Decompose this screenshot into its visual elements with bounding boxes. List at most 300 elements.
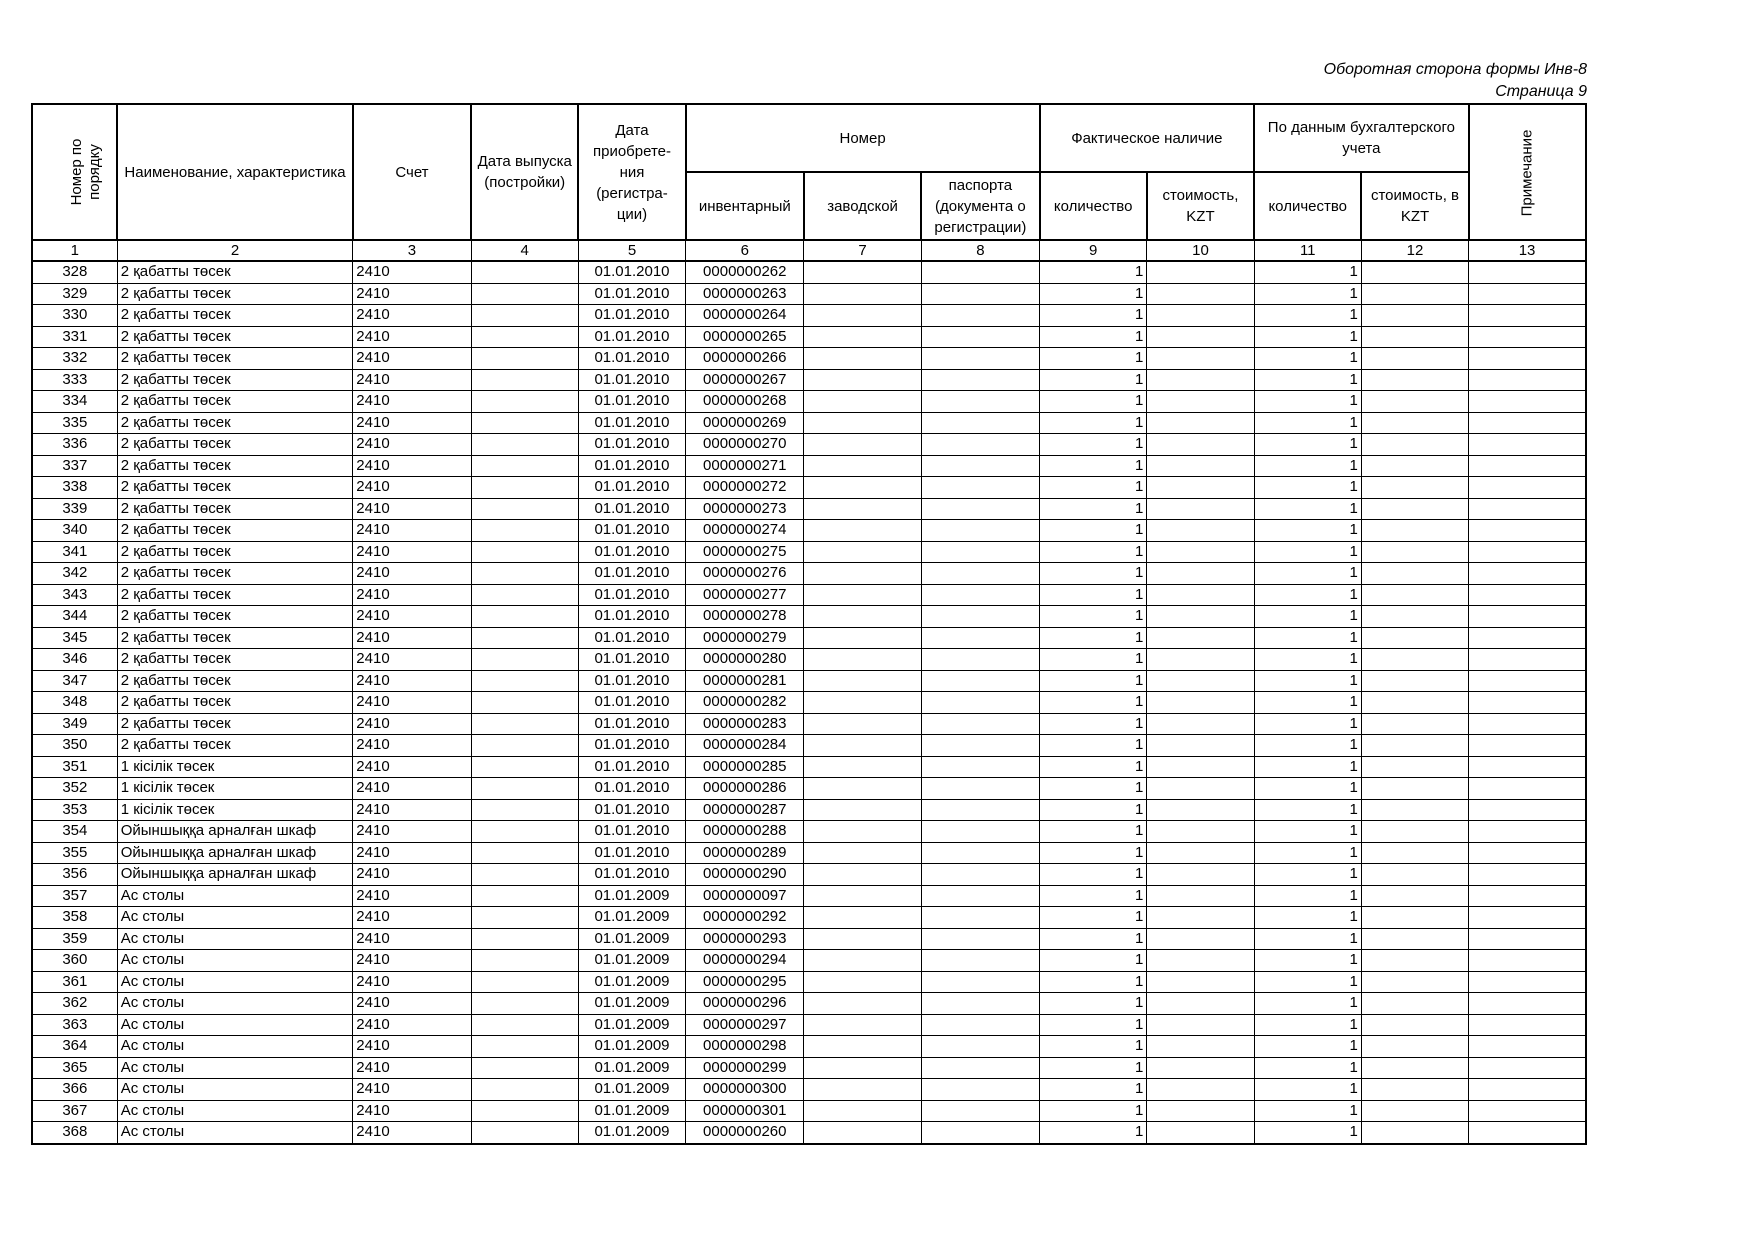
note xyxy=(1469,950,1586,972)
book-cost xyxy=(1361,412,1468,434)
passport-number xyxy=(921,283,1039,305)
row-number: 349 xyxy=(32,713,117,735)
column-number: 9 xyxy=(1040,240,1147,261)
table-row xyxy=(32,1122,1586,1144)
note xyxy=(1469,821,1586,843)
inventory-number: 0000000277 xyxy=(686,584,804,606)
actual-quantity: 1 xyxy=(1040,391,1147,413)
table-row xyxy=(32,1079,1586,1101)
row-number: 339 xyxy=(32,498,117,520)
account: 2410 xyxy=(353,261,471,283)
factory-number xyxy=(804,692,921,714)
actual-cost xyxy=(1147,842,1254,864)
book-cost xyxy=(1361,261,1468,283)
book-quantity: 1 xyxy=(1254,842,1361,864)
passport-number xyxy=(921,498,1039,520)
actual-quantity: 1 xyxy=(1040,434,1147,456)
row-number: 333 xyxy=(32,369,117,391)
table-row xyxy=(32,563,1586,585)
acquisition-date: 01.01.2010 xyxy=(578,391,685,413)
passport-number xyxy=(921,735,1039,757)
row-number: 342 xyxy=(32,563,117,585)
factory-number xyxy=(804,434,921,456)
acquisition-date: 01.01.2009 xyxy=(578,1079,685,1101)
actual-quantity: 1 xyxy=(1040,864,1147,886)
book-quantity: 1 xyxy=(1254,1036,1361,1058)
passport-number xyxy=(921,670,1039,692)
item-name: 1 кісілік төсек xyxy=(117,799,353,821)
note xyxy=(1469,369,1586,391)
item-name: 2 қабатты төсек xyxy=(117,261,353,283)
note xyxy=(1469,477,1586,499)
factory-number xyxy=(804,950,921,972)
row-number: 330 xyxy=(32,305,117,327)
book-cost xyxy=(1361,498,1468,520)
factory-number xyxy=(804,885,921,907)
table-row xyxy=(32,541,1586,563)
book-cost xyxy=(1361,1057,1468,1079)
factory-number xyxy=(804,584,921,606)
inventory-number: 0000000294 xyxy=(686,950,804,972)
row-number: 366 xyxy=(32,1079,117,1101)
book-cost xyxy=(1361,305,1468,327)
factory-number xyxy=(804,412,921,434)
book-quantity: 1 xyxy=(1254,1014,1361,1036)
note xyxy=(1469,348,1586,370)
factory-number xyxy=(804,391,921,413)
note xyxy=(1469,928,1586,950)
page-note: Страница 9 xyxy=(1495,83,1587,100)
inventory-number: 0000000298 xyxy=(686,1036,804,1058)
book-cost xyxy=(1361,670,1468,692)
actual-quantity: 1 xyxy=(1040,348,1147,370)
passport-number xyxy=(921,1014,1039,1036)
row-number: 353 xyxy=(32,799,117,821)
release-date xyxy=(471,369,578,391)
acquisition-date: 01.01.2010 xyxy=(578,412,685,434)
release-date xyxy=(471,885,578,907)
column-number: 6 xyxy=(686,240,804,261)
actual-quantity: 1 xyxy=(1040,713,1147,735)
actual-quantity: 1 xyxy=(1040,1057,1147,1079)
col-header-inventory: инвентарный xyxy=(686,172,804,240)
book-quantity: 1 xyxy=(1254,735,1361,757)
release-date xyxy=(471,434,578,456)
acquisition-date: 01.01.2010 xyxy=(578,842,685,864)
row-number: 356 xyxy=(32,864,117,886)
col-header-actual-cost: стоимость, KZT xyxy=(1147,172,1254,240)
col-header-passport: паспорта (документа о регистрации) xyxy=(921,172,1039,240)
table-row xyxy=(32,907,1586,929)
row-number: 343 xyxy=(32,584,117,606)
release-date xyxy=(471,864,578,886)
actual-cost xyxy=(1147,584,1254,606)
book-cost xyxy=(1361,778,1468,800)
release-date xyxy=(471,627,578,649)
account: 2410 xyxy=(353,799,471,821)
row-number: 363 xyxy=(32,1014,117,1036)
item-name: Ас столы xyxy=(117,971,353,993)
account: 2410 xyxy=(353,455,471,477)
account: 2410 xyxy=(353,864,471,886)
table-row xyxy=(32,1057,1586,1079)
account: 2410 xyxy=(353,627,471,649)
column-number: 5 xyxy=(578,240,685,261)
factory-number xyxy=(804,627,921,649)
book-quantity: 1 xyxy=(1254,649,1361,671)
col-header-book-group: По данным бухгалтерского учета xyxy=(1254,104,1469,172)
table-row xyxy=(32,498,1586,520)
account: 2410 xyxy=(353,305,471,327)
factory-number xyxy=(804,928,921,950)
book-quantity: 1 xyxy=(1254,1122,1361,1144)
row-number: 348 xyxy=(32,692,117,714)
book-cost xyxy=(1361,563,1468,585)
book-quantity: 1 xyxy=(1254,799,1361,821)
row-number: 361 xyxy=(32,971,117,993)
release-date xyxy=(471,821,578,843)
book-cost xyxy=(1361,326,1468,348)
account: 2410 xyxy=(353,606,471,628)
actual-cost xyxy=(1147,971,1254,993)
account: 2410 xyxy=(353,670,471,692)
passport-number xyxy=(921,799,1039,821)
passport-number xyxy=(921,864,1039,886)
note xyxy=(1469,907,1586,929)
actual-cost xyxy=(1147,1036,1254,1058)
account: 2410 xyxy=(353,369,471,391)
item-name: 2 қабатты төсек xyxy=(117,692,353,714)
book-quantity: 1 xyxy=(1254,455,1361,477)
note xyxy=(1469,412,1586,434)
row-number: 329 xyxy=(32,283,117,305)
note xyxy=(1469,649,1586,671)
factory-number xyxy=(804,1100,921,1122)
row-number: 355 xyxy=(32,842,117,864)
table-row xyxy=(32,326,1586,348)
passport-number xyxy=(921,391,1039,413)
account: 2410 xyxy=(353,1122,471,1144)
inventory-number: 0000000263 xyxy=(686,283,804,305)
item-name: 1 кісілік төсек xyxy=(117,756,353,778)
release-date xyxy=(471,1122,578,1144)
book-cost xyxy=(1361,391,1468,413)
acquisition-date: 01.01.2010 xyxy=(578,713,685,735)
item-name: Ас столы xyxy=(117,928,353,950)
actual-cost xyxy=(1147,799,1254,821)
col-header-num: Номер по порядку xyxy=(32,104,117,240)
actual-quantity: 1 xyxy=(1040,971,1147,993)
release-date xyxy=(471,520,578,542)
note xyxy=(1469,971,1586,993)
item-name: Ойыншыққа арналған шкаф xyxy=(117,821,353,843)
actual-cost xyxy=(1147,1079,1254,1101)
acquisition-date: 01.01.2010 xyxy=(578,498,685,520)
actual-cost xyxy=(1147,369,1254,391)
book-cost xyxy=(1361,348,1468,370)
actual-cost xyxy=(1147,261,1254,283)
account: 2410 xyxy=(353,1100,471,1122)
col-header-name: Наименование, характеристика xyxy=(117,104,353,240)
factory-number xyxy=(804,369,921,391)
note xyxy=(1469,713,1586,735)
actual-cost xyxy=(1147,606,1254,628)
actual-cost xyxy=(1147,735,1254,757)
passport-number xyxy=(921,627,1039,649)
factory-number xyxy=(804,606,921,628)
item-name: Ас столы xyxy=(117,1014,353,1036)
table-row xyxy=(32,369,1586,391)
book-quantity: 1 xyxy=(1254,520,1361,542)
release-date xyxy=(471,971,578,993)
item-name: 2 қабатты төсек xyxy=(117,348,353,370)
item-name: Ас столы xyxy=(117,907,353,929)
item-name: 2 қабатты төсек xyxy=(117,735,353,757)
row-number: 341 xyxy=(32,541,117,563)
acquisition-date: 01.01.2010 xyxy=(578,541,685,563)
book-cost xyxy=(1361,1014,1468,1036)
book-cost xyxy=(1361,1079,1468,1101)
item-name: 2 қабатты төсек xyxy=(117,541,353,563)
row-number: 364 xyxy=(32,1036,117,1058)
col-header-note: Примечание xyxy=(1469,104,1586,240)
note xyxy=(1469,1079,1586,1101)
factory-number xyxy=(804,348,921,370)
factory-number xyxy=(804,541,921,563)
release-date xyxy=(471,907,578,929)
book-quantity: 1 xyxy=(1254,283,1361,305)
note xyxy=(1469,541,1586,563)
book-cost xyxy=(1361,692,1468,714)
book-cost xyxy=(1361,455,1468,477)
inventory-number: 0000000097 xyxy=(686,885,804,907)
item-name: Ас столы xyxy=(117,1057,353,1079)
row-number: 335 xyxy=(32,412,117,434)
item-name: 2 қабатты төсек xyxy=(117,498,353,520)
book-quantity: 1 xyxy=(1254,971,1361,993)
book-cost xyxy=(1361,713,1468,735)
row-number: 350 xyxy=(32,735,117,757)
inventory-number: 0000000272 xyxy=(686,477,804,499)
actual-quantity: 1 xyxy=(1040,1014,1147,1036)
item-name: Ас столы xyxy=(117,950,353,972)
actual-cost xyxy=(1147,864,1254,886)
note xyxy=(1469,993,1586,1015)
table-row xyxy=(32,606,1586,628)
book-cost xyxy=(1361,606,1468,628)
inventory-number: 0000000275 xyxy=(686,541,804,563)
table-row xyxy=(32,928,1586,950)
note xyxy=(1469,1057,1586,1079)
passport-number xyxy=(921,1079,1039,1101)
row-number: 351 xyxy=(32,756,117,778)
inventory-number: 0000000282 xyxy=(686,692,804,714)
passport-number xyxy=(921,971,1039,993)
item-name: 2 қабатты төсек xyxy=(117,455,353,477)
passport-number xyxy=(921,713,1039,735)
account: 2410 xyxy=(353,692,471,714)
passport-number xyxy=(921,455,1039,477)
table-row xyxy=(32,348,1586,370)
factory-number xyxy=(804,907,921,929)
book-cost xyxy=(1361,283,1468,305)
inventory-number: 0000000278 xyxy=(686,606,804,628)
release-date xyxy=(471,1036,578,1058)
inventory-number: 0000000296 xyxy=(686,993,804,1015)
account: 2410 xyxy=(353,391,471,413)
factory-number xyxy=(804,821,921,843)
book-quantity: 1 xyxy=(1254,756,1361,778)
release-date xyxy=(471,541,578,563)
book-cost xyxy=(1361,477,1468,499)
table-row xyxy=(32,993,1586,1015)
row-number: 368 xyxy=(32,1122,117,1144)
book-cost xyxy=(1361,1100,1468,1122)
actual-cost xyxy=(1147,434,1254,456)
item-name: Ойыншыққа арналған шкаф xyxy=(117,842,353,864)
passport-number xyxy=(921,541,1039,563)
table-row xyxy=(32,261,1586,283)
actual-quantity: 1 xyxy=(1040,670,1147,692)
table-row xyxy=(32,713,1586,735)
factory-number xyxy=(804,1014,921,1036)
actual-quantity: 1 xyxy=(1040,735,1147,757)
table-row xyxy=(32,1036,1586,1058)
book-quantity: 1 xyxy=(1254,434,1361,456)
factory-number xyxy=(804,1036,921,1058)
book-cost xyxy=(1361,842,1468,864)
passport-number xyxy=(921,778,1039,800)
account: 2410 xyxy=(353,1036,471,1058)
actual-quantity: 1 xyxy=(1040,498,1147,520)
book-cost xyxy=(1361,821,1468,843)
column-number: 10 xyxy=(1147,240,1254,261)
item-name: 2 қабатты төсек xyxy=(117,369,353,391)
book-quantity: 1 xyxy=(1254,950,1361,972)
actual-cost xyxy=(1147,756,1254,778)
actual-quantity: 1 xyxy=(1040,326,1147,348)
acquisition-date: 01.01.2010 xyxy=(578,348,685,370)
note xyxy=(1469,434,1586,456)
account: 2410 xyxy=(353,885,471,907)
actual-quantity: 1 xyxy=(1040,756,1147,778)
inventory-number: 0000000284 xyxy=(686,735,804,757)
table-row xyxy=(32,950,1586,972)
actual-quantity: 1 xyxy=(1040,993,1147,1015)
actual-cost xyxy=(1147,713,1254,735)
release-date xyxy=(471,305,578,327)
table-row xyxy=(32,842,1586,864)
factory-number xyxy=(804,649,921,671)
book-cost xyxy=(1361,541,1468,563)
actual-cost xyxy=(1147,498,1254,520)
col-header-book-cost: стоимость, в KZT xyxy=(1361,172,1468,240)
row-number: 345 xyxy=(32,627,117,649)
inventory-number: 0000000290 xyxy=(686,864,804,886)
inventory-number: 0000000293 xyxy=(686,928,804,950)
note xyxy=(1469,283,1586,305)
book-quantity: 1 xyxy=(1254,305,1361,327)
inventory-number: 0000000264 xyxy=(686,305,804,327)
release-date xyxy=(471,692,578,714)
factory-number xyxy=(804,283,921,305)
release-date xyxy=(471,928,578,950)
release-date xyxy=(471,348,578,370)
book-cost xyxy=(1361,799,1468,821)
table-row xyxy=(32,283,1586,305)
note xyxy=(1469,1100,1586,1122)
book-cost xyxy=(1361,584,1468,606)
col-header-release-date: Дата выпуска (постройки) xyxy=(471,104,578,240)
book-quantity: 1 xyxy=(1254,907,1361,929)
acquisition-date: 01.01.2010 xyxy=(578,864,685,886)
passport-number xyxy=(921,1036,1039,1058)
factory-number xyxy=(804,261,921,283)
column-number: 13 xyxy=(1469,240,1586,261)
passport-number xyxy=(921,928,1039,950)
passport-number xyxy=(921,907,1039,929)
item-name: 2 қабатты төсек xyxy=(117,584,353,606)
actual-quantity: 1 xyxy=(1040,885,1147,907)
item-name: 1 кісілік төсек xyxy=(117,778,353,800)
factory-number xyxy=(804,455,921,477)
account: 2410 xyxy=(353,649,471,671)
book-quantity: 1 xyxy=(1254,627,1361,649)
book-cost xyxy=(1361,434,1468,456)
release-date xyxy=(471,391,578,413)
passport-number xyxy=(921,885,1039,907)
factory-number xyxy=(804,498,921,520)
release-date xyxy=(471,950,578,972)
row-number: 365 xyxy=(32,1057,117,1079)
acquisition-date: 01.01.2010 xyxy=(578,584,685,606)
actual-cost xyxy=(1147,563,1254,585)
col-header-number-group: Номер xyxy=(686,104,1040,172)
actual-quantity: 1 xyxy=(1040,283,1147,305)
factory-number xyxy=(804,1057,921,1079)
factory-number xyxy=(804,842,921,864)
inventory-number: 0000000297 xyxy=(686,1014,804,1036)
acquisition-date: 01.01.2009 xyxy=(578,971,685,993)
passport-number xyxy=(921,563,1039,585)
actual-cost xyxy=(1147,1057,1254,1079)
factory-number xyxy=(804,864,921,886)
item-name: 2 қабатты төсек xyxy=(117,563,353,585)
actual-cost xyxy=(1147,391,1254,413)
book-quantity: 1 xyxy=(1254,692,1361,714)
book-cost xyxy=(1361,520,1468,542)
acquisition-date: 01.01.2010 xyxy=(578,627,685,649)
passport-number xyxy=(921,756,1039,778)
passport-number xyxy=(921,1100,1039,1122)
column-number: 8 xyxy=(921,240,1039,261)
account: 2410 xyxy=(353,477,471,499)
row-number: 337 xyxy=(32,455,117,477)
account: 2410 xyxy=(353,756,471,778)
book-quantity: 1 xyxy=(1254,670,1361,692)
actual-quantity: 1 xyxy=(1040,821,1147,843)
book-cost xyxy=(1361,864,1468,886)
acquisition-date: 01.01.2010 xyxy=(578,520,685,542)
factory-number xyxy=(804,971,921,993)
book-quantity: 1 xyxy=(1254,541,1361,563)
actual-cost xyxy=(1147,778,1254,800)
item-name: 2 қабатты төсек xyxy=(117,649,353,671)
table-row xyxy=(32,799,1586,821)
book-cost xyxy=(1361,649,1468,671)
factory-number xyxy=(804,735,921,757)
acquisition-date: 01.01.2009 xyxy=(578,1100,685,1122)
